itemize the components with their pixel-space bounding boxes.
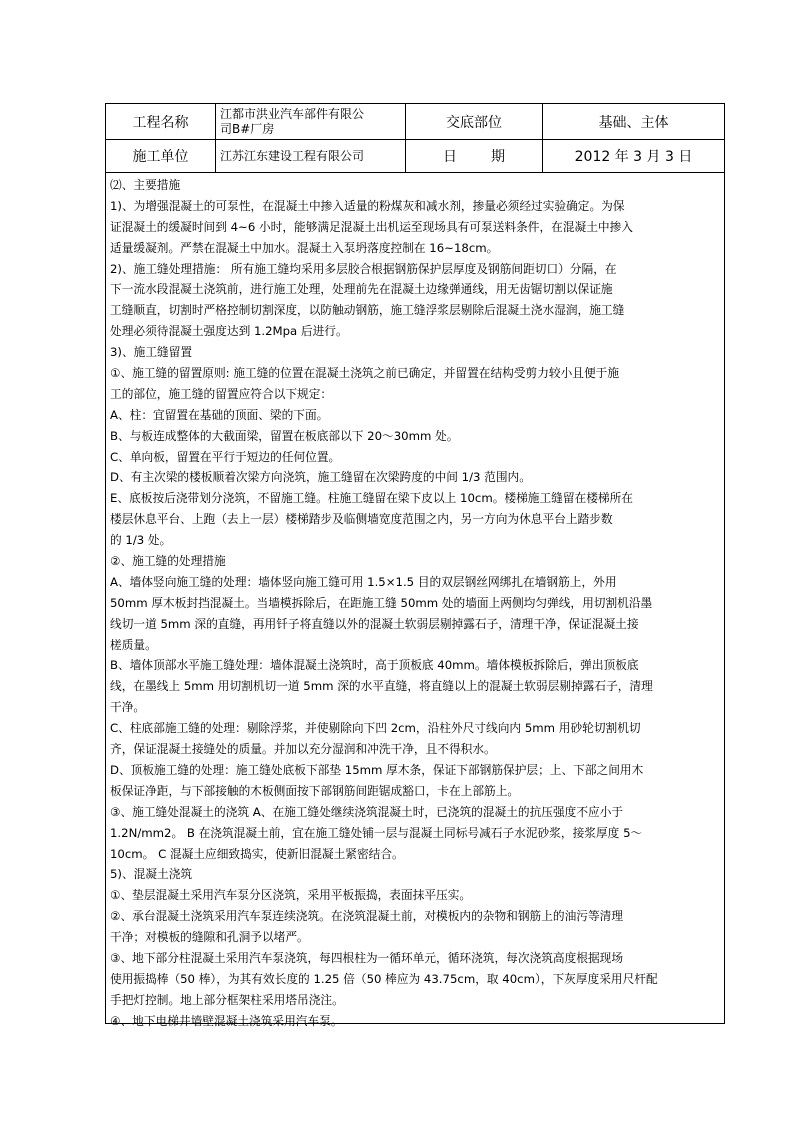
date-label [406, 140, 543, 172]
body-text-line: 线，在墨线上 5mm 用切割机切一道 5mm 深的水平直缝，将直缝以上的混凝土软弱层剔掉露石子，清理 [110, 679, 653, 694]
body-text-line: ⑵、主要措施 [110, 178, 181, 192]
body-text-line: D、有主次梁的楼板顺着次梁方向浇筑，施工缝留在次梁跨度的中间 1/3 范围内。 [110, 470, 531, 485]
body-text-line: 齐，保证混凝土接缝处的质量。并加以充分湿润和冲洗干净，且不得积水。 [110, 742, 496, 757]
body-text-line: ①、施工缝的留置原则: 施工缝的位置在混凝土浇筑之前已确定，并留置在结构受剪力较小且便于施 [110, 366, 620, 381]
body-text-line: 1)、为增强混凝土的可泵性，在混凝土中掺入适量的粉煤灰和减水剂，掺量必须经过实验确定。为保 [110, 198, 625, 213]
body-text-line: ③、地下部分柱混凝土采用汽车泵浇筑，每四根柱为一循环单元，循环浇筑，每次浇筑高度根据现场 [110, 950, 624, 965]
header-row-project [106, 104, 724, 140]
header-row-unit [106, 140, 724, 173]
body-text-line: A、柱：宜留置在基础的顶面、梁的下面。 [110, 407, 329, 422]
date-value: 2012 年 3 月 3 日 [574, 149, 693, 165]
disclosure-form [105, 103, 725, 1028]
body-text-line: 工缝顺直，切割时严格控制切割深度，以防触动钢筋，施工缝浮浆层剔除后混凝土浇水湿润，施工缝 [110, 303, 625, 318]
body-text-line: 工的部位，施工缝的留置应符合以下规定： [110, 386, 333, 401]
body-text-line: ②、承台混凝土浇筑采用汽车泵连续浇筑。在浇筑混凝土前，对模板内的杂物和钢筋上的油污等清理 [110, 909, 624, 924]
body-text-line: 50mm 厚木板封挡混凝土。当墙模拆除后，在距施工缝 50mm 处的墙面上两侧均匀弹线，用切割机沿墨 [110, 595, 653, 610]
body-text-line: 手把灯控制。地上部分框架柱采用塔吊浇注。 [110, 992, 344, 1007]
body-text-line: 3)、施工缝留置 [110, 345, 193, 360]
body-text-line: ①、垫层混凝土采用汽车泵分区浇筑，采用平板振捣，表面抹平压实。 [110, 888, 472, 903]
body-text-line: 线切一道 5mm 深的直缝，再用钎子将直缝以外的混凝土软弱层剔掉露石子，清理干净，保证混凝土接 [110, 616, 639, 631]
unit-label: 施工单位 [106, 140, 216, 172]
body-text-line: 使用振捣棒（50 棒），为其有效长度的 1.25 倍（50 棒应为 43.75cm，取 40cm），下灰厚度采用尺杆配 [110, 971, 658, 986]
body-text-line: ④、地下电梯井墙壁混凝土浇筑采用汽车泵。 [110, 1013, 343, 1028]
body-text-line: 5)、混凝土浇筑 [110, 867, 193, 882]
location-value: 基础、主体 [598, 114, 669, 131]
body-text-line: 10cm。 C 混凝土应细致捣实，使新旧混凝土紧密结合。 [110, 846, 404, 861]
body-text-line: ③、施工缝处混凝土的浇筑 A、在施工缝处继续浇筑混凝土时，已浇筑的混凝土的抗压强度不应小于 [110, 804, 624, 819]
body-text-line: 的 1/3 处。 [110, 533, 172, 548]
body-text-line: 楼层休息平台、上跑（去上一层）楼梯踏步及临侧墙宽度范围之内，另一方向为休息平台上踏步数 [110, 512, 613, 527]
date-label-char-2: 期 [491, 149, 505, 165]
body-text-line: D、顶板施工缝的处理：施工缝处底板下部垫 15mm 厚木条，保证下部钢筋保护层；上、下部之间用木 [110, 762, 644, 777]
project-name-value [216, 104, 406, 139]
body-text-line: 适量缓凝剂。严禁在混凝土中加水。混凝土入泵坍落度控制在 16~18cm。 [110, 240, 499, 255]
body-text-line: 证混凝土的缓凝时间到 4~6 小时，能够满足混凝土出机运至现场具有可泵送料条件，在混凝土中掺入 [110, 219, 633, 234]
body-text-line: 1.2N/mm2。 B 在浇筑混凝土前，宜在施工缝处铺一层与混凝土同标号减石子水泥砂浆，接浆厚度 5～ [110, 825, 643, 840]
date-label-char-1: 日 [443, 149, 457, 165]
body-text-line: 下一流水段混凝土浇筑前，进行施工处理，处理前先在混凝土边缘弹通线，用无齿锯切割以保证施 [110, 282, 613, 297]
project-name-label: 工程名称 [106, 104, 216, 139]
project-name-line-2: 司B#厂房 [220, 121, 275, 136]
body-text-line: E、底板按后浇带划分浇筑，不留施工缝。柱施工缝留在梁下皮以上 10cm。楼梯施工缝留在楼梯所在 [110, 491, 633, 506]
body-text-line: C、单向板，留置在平行于短边的任何位置。 [110, 449, 341, 464]
body-text-line: 干净。 [110, 700, 146, 715]
body-text-line: B、墙体顶部水平施工缝处理：墙体混凝土浇筑时，高于顶板底 40mm。墙体模板拆除后，弹出顶板底 [110, 658, 639, 673]
project-name-line-1: 江都市洪业汽车部件有限公 [220, 106, 365, 121]
body-text-line: 板保证净距，与下部接触的木板侧面按下部钢筋间距锯成豁口，卡在上部筋上。 [110, 783, 520, 798]
body-text-line: 2)、施工缝处理措施： 所有施工缝均采用多层胶合根据钢筋保护层厚度及钢筋间距切口）分隔，在 [110, 261, 617, 276]
body-text-line: A、墙体竖向施工缝的处理：墙体竖向施工缝可用 1.5×1.5 目的双层钢丝网绑扎在墙钢筋上，外用 [110, 574, 617, 589]
disclosure-body [106, 173, 724, 1032]
unit-value: 江苏江东建设工程有限公司 [216, 140, 406, 172]
body-text-line: ②、施工缝的处理措施 [110, 554, 226, 569]
location-label: 交底部位 [406, 104, 543, 139]
body-text-line: 干净；对模板的缝隙和孔洞予以堵严。 [110, 930, 309, 945]
body-text-line: 处理必须待混凝土强度达到 1.2Mpa 后进行。 [110, 324, 348, 339]
body-text-line: B、与板连成整体的大截面梁，留置在板底部以下 20～30mm 处。 [110, 428, 459, 443]
body-text-line: C、柱底部施工缝的处理：剔除浮浆，并使剔除向下凹 2cm，沿柱外尺寸线向内 5mm 用砂轮切割机切 [110, 721, 641, 736]
body-text-line: 槎质量。 [110, 637, 157, 652]
